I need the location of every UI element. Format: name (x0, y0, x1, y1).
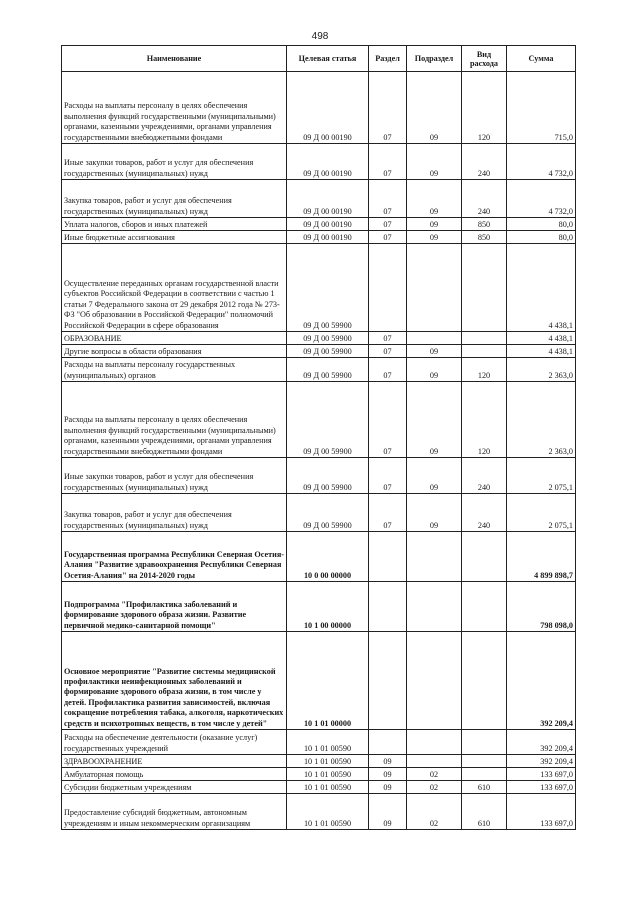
cell-subsection (407, 582, 462, 632)
cell-amount: 133 697,0 (507, 794, 576, 830)
cell-amount: 392 209,4 (507, 755, 576, 768)
cell-section: 07 (369, 180, 407, 218)
cell-name: ЗДРАВООХРАНЕНИЕ (62, 755, 287, 768)
cell-amount: 4 438,1 (507, 345, 576, 358)
cell-amount: 2 075,1 (507, 458, 576, 494)
table-row (62, 755, 576, 768)
cell-target-article: 09 Д 00 59900 (287, 494, 369, 532)
cell-target-article: 10 1 01 00590 (287, 730, 369, 755)
cell-name: Субсидии бюджетным учреждениям (62, 781, 287, 794)
cell-expense-type (462, 730, 507, 755)
cell-subsection (407, 755, 462, 768)
cell-expense-type: 120 (462, 72, 507, 144)
cell-target-article: 09 Д 00 00190 (287, 72, 369, 144)
cell-subsection: 09 (407, 382, 462, 458)
cell-section: 09 (369, 755, 407, 768)
cell-name: Подпрограмма "Профилактика заболеваний и формирование здорового образа жизни. Развитие первичной медико-санитарной помощи" (62, 582, 287, 632)
cell-section: 07 (369, 144, 407, 180)
cell-section: 09 (369, 781, 407, 794)
cell-target-article: 10 0 00 00000 (287, 532, 369, 582)
cell-target-article: 10 1 01 00590 (287, 794, 369, 830)
cell-name: Расходы на выплаты персоналу государственных (муниципальных) органов (62, 358, 287, 382)
header-name: Наименование (62, 46, 287, 72)
cell-name: Предоставление субсидий бюджетным, автономным учреждениям и иным некоммерческим организациям (62, 794, 287, 830)
cell-expense-type: 850 (462, 218, 507, 231)
cell-name: Расходы на выплаты персоналу в целях обеспечения выполнения функций государственными (муниципальными) органами, казенными учреждениями, органами управления государственными внебюджетными фондами (62, 72, 287, 144)
cell-subsection: 09 (407, 72, 462, 144)
table-row (62, 632, 576, 730)
cell-subsection (407, 532, 462, 582)
cell-amount: 133 697,0 (507, 768, 576, 781)
cell-section: 07 (369, 345, 407, 358)
cell-amount: 392 209,4 (507, 632, 576, 730)
budget-table (61, 45, 576, 830)
cell-subsection: 09 (407, 231, 462, 244)
cell-expense-type: 120 (462, 382, 507, 458)
cell-expense-type (462, 582, 507, 632)
cell-subsection: 02 (407, 768, 462, 781)
cell-expense-type (462, 632, 507, 730)
cell-expense-type (462, 244, 507, 332)
cell-name: ОБРАЗОВАНИЕ (62, 332, 287, 345)
table-row (62, 768, 576, 781)
header-target-article: Целевая статья (287, 46, 369, 72)
header-section: Раздел (369, 46, 407, 72)
cell-amount: 4 732,0 (507, 180, 576, 218)
cell-expense-type: 240 (462, 458, 507, 494)
cell-name: Амбулаторная помощь (62, 768, 287, 781)
cell-section: 07 (369, 458, 407, 494)
table-row (62, 345, 576, 358)
table-row (62, 218, 576, 231)
cell-amount: 133 697,0 (507, 781, 576, 794)
header-expense-type: Вид расхода (462, 46, 507, 72)
cell-name: Иные закупки товаров, работ и услуг для обеспечения государственных (муниципальных) нужд (62, 144, 287, 180)
cell-name: Иные бюджетные ассигнования (62, 231, 287, 244)
cell-section: 07 (369, 231, 407, 244)
cell-amount: 80,0 (507, 218, 576, 231)
header-amount: Сумма (507, 46, 576, 72)
cell-name: Закупка товаров, работ и услуг для обеспечения государственных (муниципальных) нужд (62, 494, 287, 532)
cell-name: Осуществление переданных органам государственной власти субъектов Российской Федерации в соответствии с частью 1 статьи 7 Федерального закона от 29 декабря 2012 года № 273-ФЗ "Об образовании в Российской Федерации" полномочий Российской Федерации в сфере образования (62, 244, 287, 332)
cell-target-article: 10 1 00 00000 (287, 582, 369, 632)
cell-expense-type: 120 (462, 358, 507, 382)
cell-target-article: 10 1 01 00590 (287, 781, 369, 794)
cell-target-article: 09 Д 00 00190 (287, 231, 369, 244)
cell-subsection: 09 (407, 180, 462, 218)
table-row (62, 382, 576, 458)
cell-subsection: 02 (407, 794, 462, 830)
cell-subsection (407, 632, 462, 730)
cell-subsection: 09 (407, 494, 462, 532)
cell-amount: 798 098,0 (507, 582, 576, 632)
cell-section: 07 (369, 358, 407, 382)
cell-section (369, 244, 407, 332)
table-row (62, 358, 576, 382)
cell-amount: 4 438,1 (507, 244, 576, 332)
cell-amount: 2 363,0 (507, 358, 576, 382)
table-row (62, 532, 576, 582)
cell-target-article: 09 Д 00 59900 (287, 332, 369, 345)
cell-name: Другие вопросы в области образования (62, 345, 287, 358)
cell-section: 09 (369, 794, 407, 830)
cell-name: Основное мероприятие "Развитие системы медицинской профилактики неинфекционных заболеваний и формирование здорового образа жизни, в том числе у детей. Профилактика развития зависимостей, включая сокращение потребления табака, алкоголя, наркотических средств и психотропных веществ, в том числе у детей" (62, 632, 287, 730)
cell-section: 07 (369, 494, 407, 532)
cell-section: 07 (369, 218, 407, 231)
cell-name: Государственная программа Республики Северная Осетия-Алания "Развитие здравоохранения Республики Северная Осетия-Алания" на 2014-2020 годы (62, 532, 287, 582)
cell-section (369, 632, 407, 730)
cell-section (369, 730, 407, 755)
cell-expense-type: 850 (462, 231, 507, 244)
cell-target-article: 09 Д 00 59900 (287, 458, 369, 494)
cell-target-article: 10 1 01 00590 (287, 755, 369, 768)
table-row (62, 794, 576, 830)
cell-expense-type: 610 (462, 781, 507, 794)
cell-expense-type: 240 (462, 494, 507, 532)
cell-expense-type (462, 755, 507, 768)
cell-expense-type (462, 345, 507, 358)
cell-name: Уплата налогов, сборов и иных платежей (62, 218, 287, 231)
cell-target-article: 09 Д 00 59900 (287, 244, 369, 332)
cell-subsection: 09 (407, 144, 462, 180)
cell-section: 09 (369, 768, 407, 781)
cell-section: 07 (369, 382, 407, 458)
cell-subsection: 09 (407, 345, 462, 358)
cell-target-article: 10 1 01 00590 (287, 768, 369, 781)
cell-subsection (407, 244, 462, 332)
cell-target-article: 09 Д 00 59900 (287, 382, 369, 458)
cell-subsection (407, 332, 462, 345)
cell-expense-type: 240 (462, 144, 507, 180)
cell-amount: 80,0 (507, 231, 576, 244)
cell-target-article: 09 Д 00 59900 (287, 345, 369, 358)
cell-target-article: 10 1 01 00000 (287, 632, 369, 730)
cell-amount: 4 732,0 (507, 144, 576, 180)
cell-subsection (407, 730, 462, 755)
table-row (62, 231, 576, 244)
cell-section (369, 532, 407, 582)
table-row (62, 144, 576, 180)
page-number: 498 (311, 31, 329, 42)
cell-target-article: 09 Д 00 59900 (287, 358, 369, 382)
cell-section: 07 (369, 72, 407, 144)
cell-target-article: 09 Д 00 00190 (287, 218, 369, 231)
cell-subsection: 09 (407, 358, 462, 382)
cell-expense-type: 240 (462, 180, 507, 218)
cell-name: Расходы на обеспечение деятельности (оказание услуг) государственных учреждений (62, 730, 287, 755)
cell-amount: 715,0 (507, 72, 576, 144)
cell-subsection: 02 (407, 781, 462, 794)
cell-target-article: 09 Д 00 00190 (287, 144, 369, 180)
cell-amount: 2 075,1 (507, 494, 576, 532)
cell-amount: 4 899 898,7 (507, 532, 576, 582)
cell-section (369, 582, 407, 632)
cell-name: Закупка товаров, работ и услуг для обеспечения государственных (муниципальных) нужд (62, 180, 287, 218)
header-subsection: Подраздел (407, 46, 462, 72)
cell-target-article: 09 Д 00 00190 (287, 180, 369, 218)
cell-amount: 4 438,1 (507, 332, 576, 345)
table-row (62, 244, 576, 332)
table-header (62, 46, 576, 72)
cell-name: Иные закупки товаров, работ и услуг для обеспечения государственных (муниципальных) нужд (62, 458, 287, 494)
cell-amount: 2 363,0 (507, 382, 576, 458)
cell-subsection: 09 (407, 458, 462, 494)
cell-section: 07 (369, 332, 407, 345)
cell-name: Расходы на выплаты персоналу в целях обеспечения выполнения функций государственными (муниципальными) органами, казенными учреждениями, органами управления государственными внебюджетными фондами (62, 382, 287, 458)
table-row (62, 730, 576, 755)
table-row (62, 72, 576, 144)
cell-expense-type: 610 (462, 794, 507, 830)
cell-expense-type (462, 532, 507, 582)
table-row (62, 781, 576, 794)
cell-expense-type (462, 768, 507, 781)
table-row (62, 180, 576, 218)
cell-amount: 392 209,4 (507, 730, 576, 755)
cell-subsection: 09 (407, 218, 462, 231)
table-row (62, 458, 576, 494)
table-body (62, 72, 576, 830)
table-row (62, 332, 576, 345)
table-row (62, 582, 576, 632)
table-row (62, 494, 576, 532)
cell-expense-type (462, 332, 507, 345)
